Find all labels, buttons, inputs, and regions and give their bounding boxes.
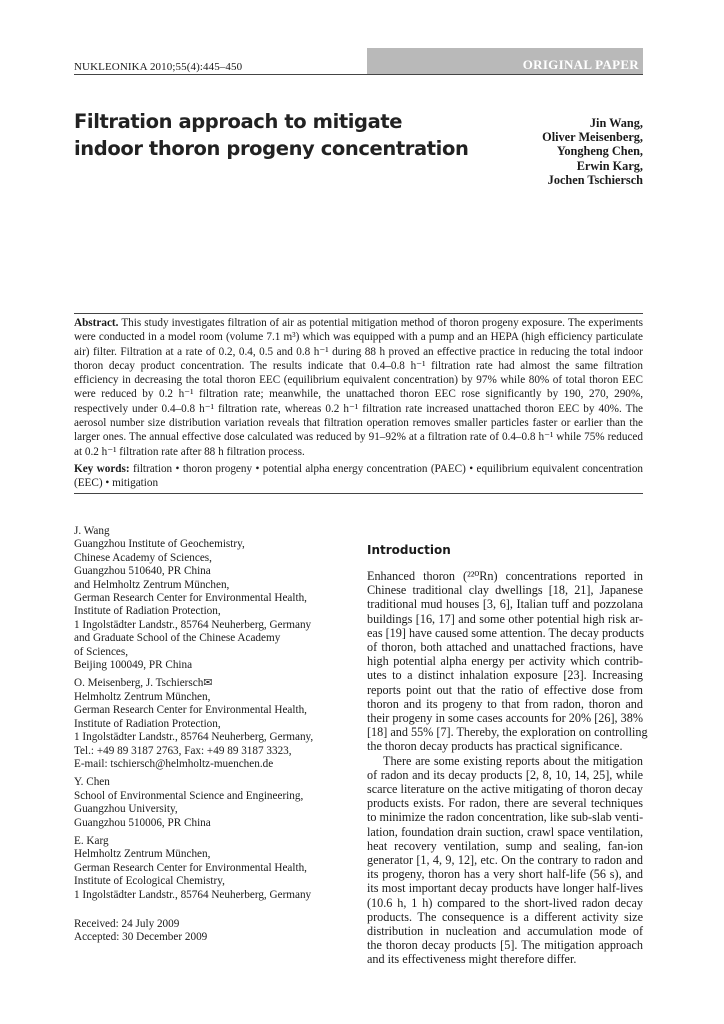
text-line: the thoron decay products has practical significance. [367,739,623,754]
section-heading-introduction: Introduction [367,543,451,557]
affiliation-line: Guangzhou 510006, PR China [74,816,211,829]
text-line: products exists. For radon, there are several techniques [367,796,643,811]
affiliation-block [74,677,364,771]
text-line: lation, foundation drain suction, crawl space ventilation, [367,824,643,839]
text-line: generator [1, 4, 9, 12], etc. On the contrary to radon and [367,853,643,868]
author: Yongheng Chen, [556,144,643,159]
affiliation-line: Guangzhou Institute of Geochemistry, [74,538,245,551]
accepted-date: Accepted: 30 December 2009 [74,931,208,944]
text-line: Enhanced thoron (²²⁰Rn) concentrations reported in [367,569,643,583]
text-line: of radon and its decay products [2, 8, 10, 14, 25], while [367,767,643,782]
paper-type-badge: ORIGINAL PAPER [367,48,643,74]
text-line: and its effectiveness might therefore differ. [367,952,577,967]
affiliation-line: and Helmholtz Zentrum München, [74,578,230,591]
keywords [74,462,643,491]
paper-title [74,108,469,162]
affiliation-line: Chinese Academy of Sciences, [74,551,212,564]
text-line: distribution in nucleation and accumulation mode of [367,924,643,939]
abstract-text: This study investigates filtration of air as potential mitigation method of thoron progeny exposure. The experiments were conducted in a model room (volume 7.1 m³) which was equipped with a pump and an HEPA (high efficiency particulate air) filter. Filtration at a rate of 0.2, 0.4, 0.5 and 0.8 h⁻¹ during 88 h proved an effective practice in reducing the total indoor thoron decay product concentration. The results indicate that 0.4–0.8 h⁻¹ filtration rate had almost the same filtration efficiency in decreasing the total thoron EEC (equilibrium equivalent concentration) by 97% while 80% of total thoron EEC were reduced by 0.2 h⁻¹ filtration rate; meanwhile, the unattached thoron EEC rose significantly by 190, 270, 290%, respectively under 0.4–0.8 h⁻¹ filtration rate, whereas 0.2 h⁻¹ filtration rate increased unattached thoron EEC by 40%. The aerosol number size distribution variation reveals that filtration operation removes smaller particles faster or earlier than the larger ones. The annual effective dose calculated was reduced by 91–92% at a filtration rate of 0.4–0.8 h⁻¹ while 75% reduced at 0.2 h⁻¹ filtration rate after 88 h filtration process. [74,317,643,458]
text-line: eas [19] have caused some attention. The decay products [367,625,644,640]
keywords-label: Key words: [74,463,130,475]
author-list [542,116,643,187]
affiliation-line: Institute of Radiation Protection, [74,605,221,618]
text-line: scarce literature on the active mitigating of thoron decay [367,782,643,797]
author: Jin Wang, [589,116,643,130]
text-line: the thoron decay products [5]. The mitigation approach [367,938,643,953]
text-line: buildings [16, 17] and some other potential high risk ar- [367,611,643,626]
author: Oliver Meisenberg, [542,130,643,145]
affiliation-line: E. Karg [74,834,109,847]
affiliation-line: Helmholtz Zentrum München, [74,690,211,703]
affiliations [74,525,364,907]
text-line: traditional mud houses [3, 6], Italian tuff and pozzolana [367,597,643,612]
received-date: Received: 24 July 2009 [74,918,180,930]
affiliation-line: 1 Ingolstädter Landstr., 85764 Neuherberg, Germany [74,618,312,631]
affiliation-line: Institute of Radiation Protection, [74,717,221,730]
affiliation-line: German Research Center for Environmental Health, [74,592,307,605]
affiliation-line: 1 Ingolstädter Landstr., 85764 Neuherberg, Germany [74,888,312,901]
text-line: thoron and its progeny to that from radon, thoron and [367,696,643,711]
affiliation-line: Guangzhou University, [74,803,178,816]
introduction-body [367,569,648,967]
abstract [74,316,643,459]
journal-citation: NUKLEONIKA 2010;55(4):445–450 [74,61,243,73]
text-line: utes to a distinct inhalation exposure [23]. Increasing [367,668,643,683]
text-line: of thoron, both attached and unattached fractions, have [367,640,643,655]
affiliation-block [74,525,364,672]
abstract-rule [74,313,643,314]
affiliation-line: German Research Center for Environmental Health, [74,861,307,874]
affiliation-line: Beijing 100049, PR China [74,659,193,672]
text-line: products. The consequence is a different activity size [367,909,643,924]
text-line: heat recovery ventilation, sump and sealing, fan-ion [367,838,643,853]
article-dates [74,918,207,945]
text-line: Chinese traditional clay dwellings [18, 21], Japanese [367,583,643,598]
affiliation-line: Guangzhou 510640, PR China [74,565,211,578]
affiliation-line: 1 Ingolstädter Landstr., 85764 Neuherberg, Germany, [74,731,314,744]
author: Jochen Tschiersch [547,172,643,187]
text-line: [18] and 55% [7]. Thereby, the exploration on controlling [367,725,648,740]
text-line: its most important decay products have longer half-lives [367,881,643,896]
affiliation-line: Tel.: +49 89 3187 2763, Fax: +49 89 3187 3323, [74,744,292,757]
text-line: (10.6 h, 1 h) compared to the short-lived radon decay [367,895,643,910]
keywords-rule [74,493,643,494]
title-line-2: indoor thoron progeny concentration [74,137,469,160]
affiliation-line: J. Wang [74,525,110,537]
text-line: their progeny in some cases accounts for 20% [26], 38% [367,711,643,726]
text-line: There are some existing reports about the mitigation [383,753,643,768]
affiliation-line: Institute of Ecological Chemistry, [74,875,225,888]
affiliation-line: of Sciences, [74,645,129,658]
text-line: high potential alpha energy per activity which contrib- [367,654,643,669]
text-line: to minimize the radon concentration, like sub-slab venti- [367,810,644,825]
author: Erwin Karg, [576,158,643,173]
affiliation-line: Helmholtz Zentrum München, [74,848,211,861]
keywords-text: filtration • thoron progeny • potential alpha energy concentration (PAEC) • equilibrium equivalent concentration (EEC) • mitigation [74,463,644,490]
text-line: reports point out that the ratio of effective dose from [367,682,643,697]
abstract-label: Abstract. [74,317,119,329]
affiliation-block [74,835,364,902]
affiliation-line: and Graduate School of the Chinese Academy [74,632,281,645]
affiliation-line: Y. Chen [74,776,110,789]
text-line: its progeny, thoron has a very short half-life (56 s), and [367,867,643,882]
header-rule [74,74,643,75]
affiliation-block [74,776,364,830]
affiliation-line: German Research Center for Environmental Health, [74,704,307,717]
affiliation-line: School of Environmental Science and Engineering, [74,789,304,802]
affiliation-line: E-mail: tschiersch@helmholtz-muenchen.de [74,757,274,770]
title-line-1: Filtration approach to mitigate [74,110,403,133]
affiliation-line: O. Meisenberg, J. Tschiersch✉ [74,677,213,690]
